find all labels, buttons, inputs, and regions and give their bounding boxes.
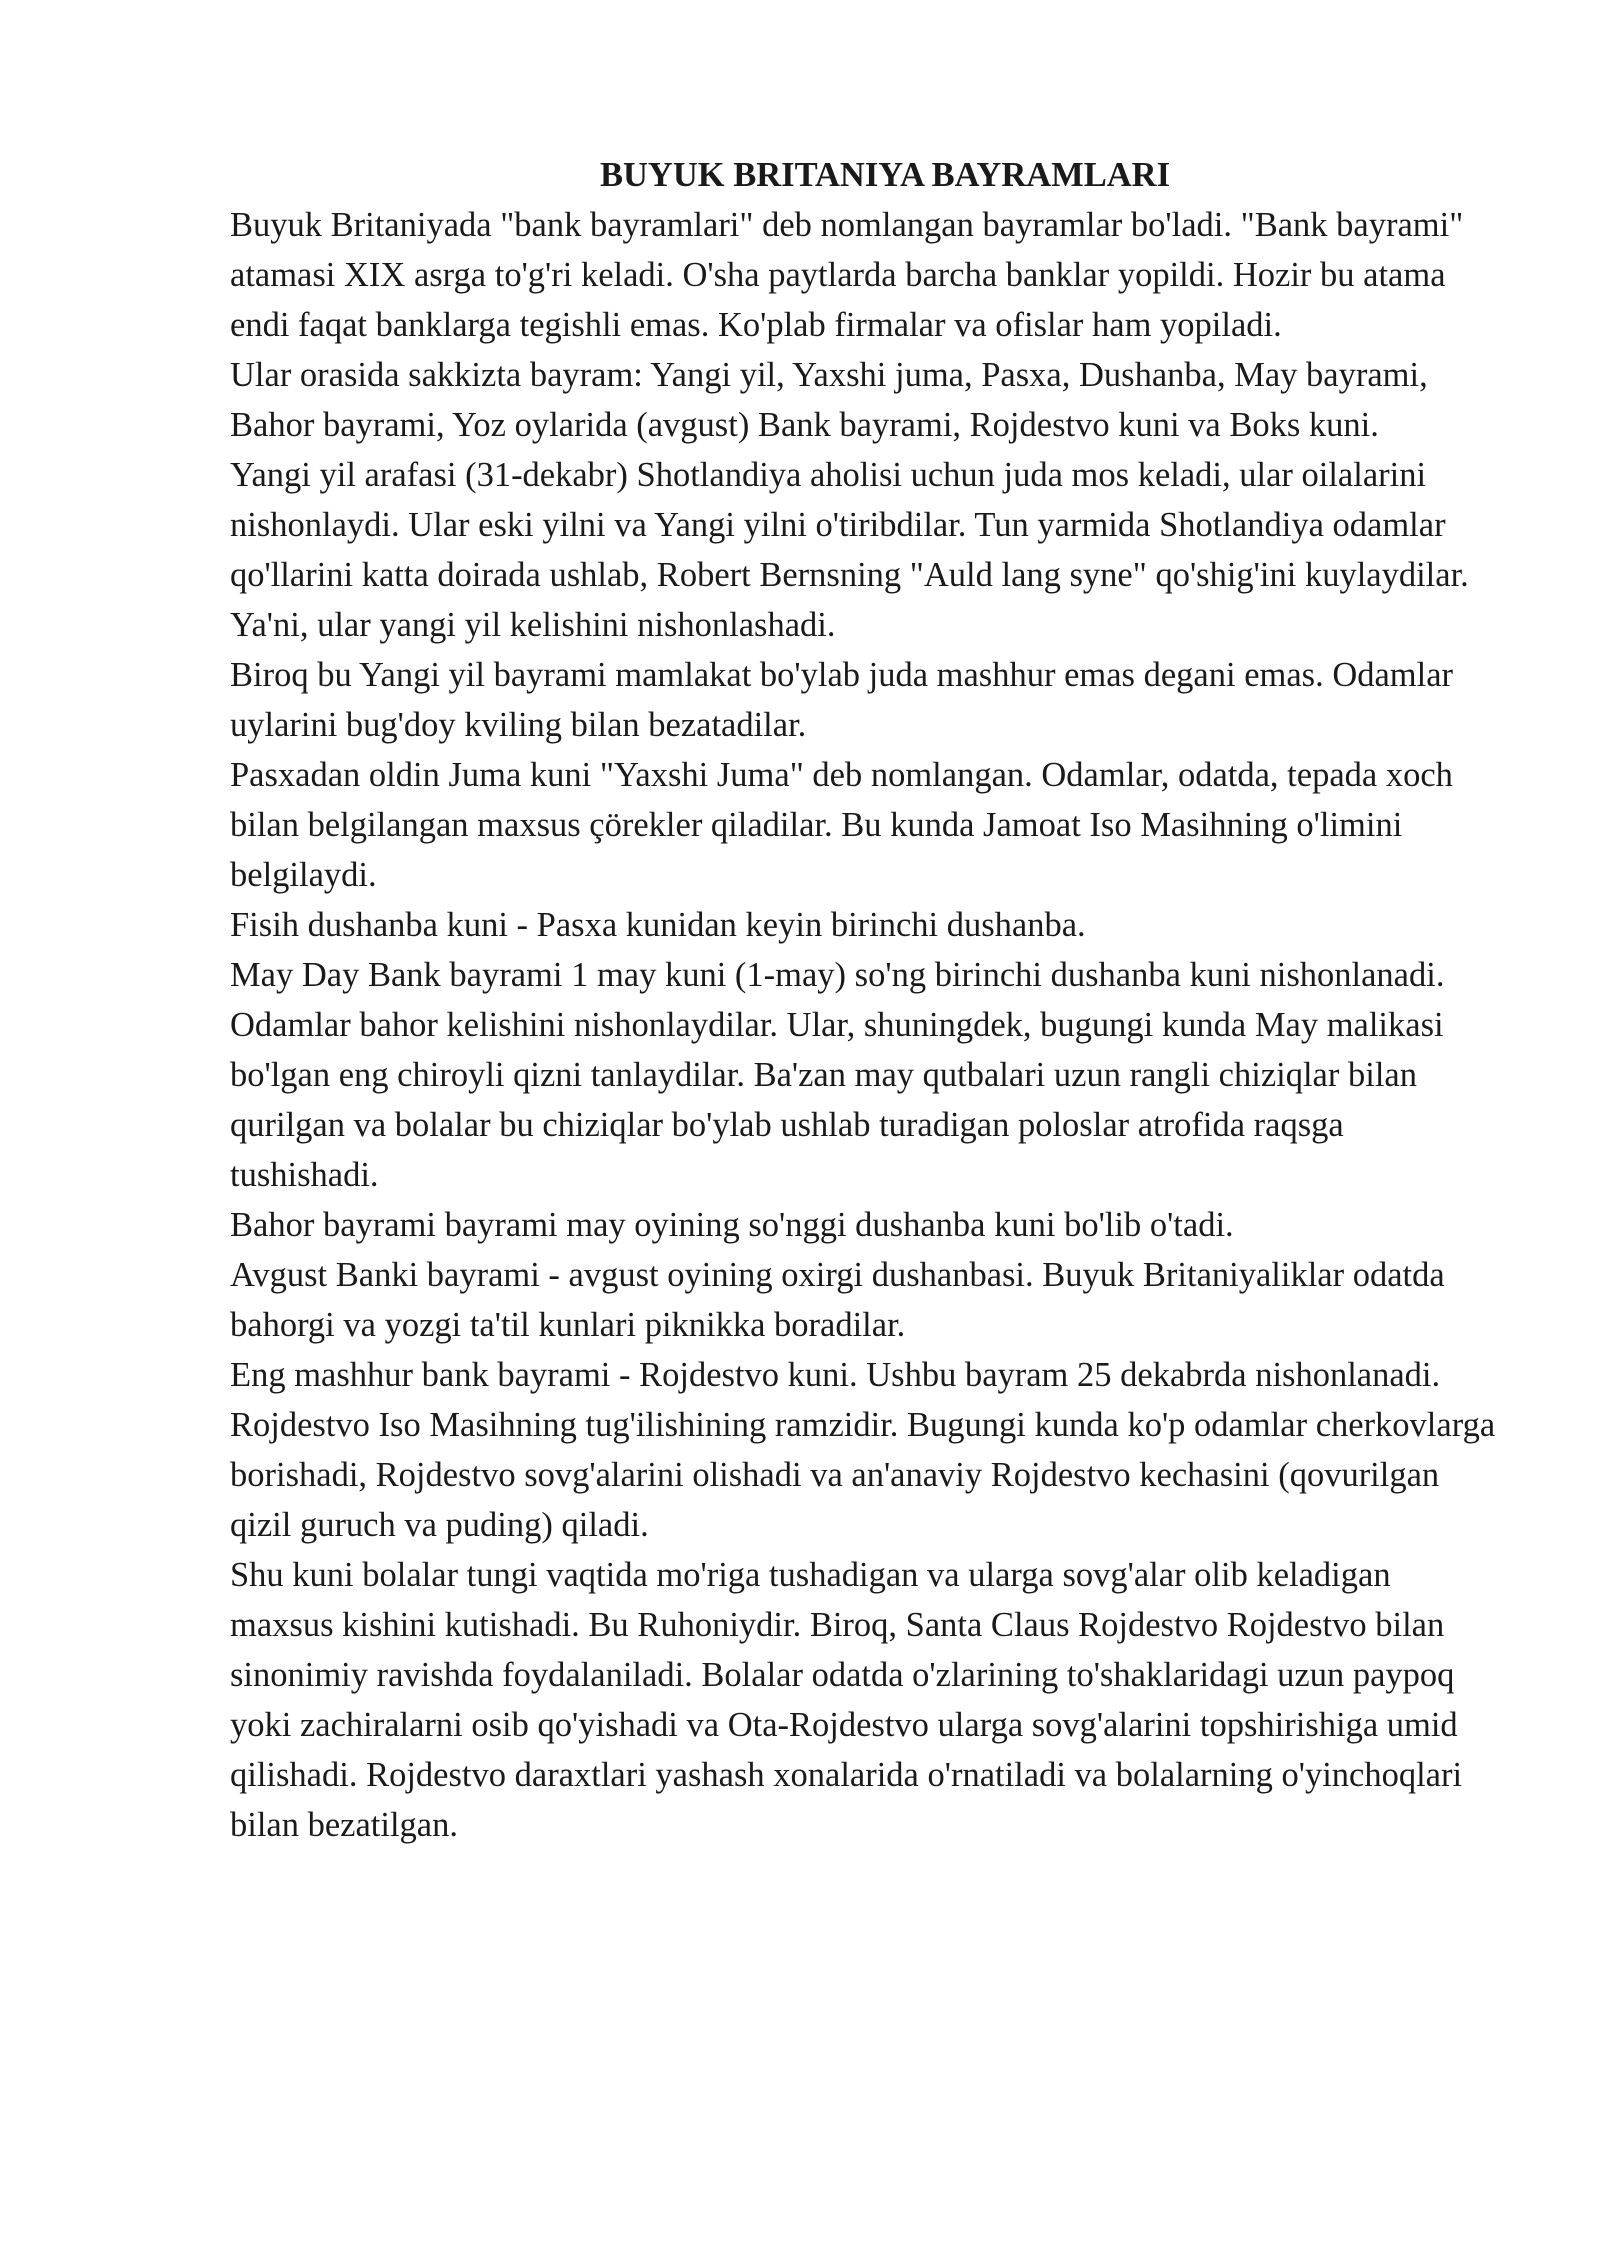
paragraph: Bahor bayrami bayrami may oyining so'nggi dushanba kuni bo'lib o'tadi. — [230, 1206, 1234, 1244]
paragraph: Biroq bu Yangi yil bayrami mamlakat bo'ylab juda mashhur emas degani emas. Odamlar uylarini bug'doy kviling bilan bezatadilar. — [230, 656, 1454, 744]
paragraph: Fisih dushanba kuni - Pasxa kunidan keyin birinchi dushanba. — [230, 906, 1086, 944]
paragraph: Yangi yil arafasi (31-dekabr) Shotlandiya aholisi uchun juda mos keladi, ular oilalarini nishonlaydi. Ular eski yilni va Yangi yilni o'tiribdilar. Tun yarmida Shotlandiya odamlar qo'llarini katta doirada ushlab, Robert Bernsning "Auld lang syne" qo'shig'ini kuylaydilar. Ya'ni, ular yangi yil kelishini nishonlashadi. — [230, 456, 1469, 644]
paragraph: Buyuk Britaniyada "bank bayramlari" deb nomlangan bayramlar bo'ladi. "Bank bayrami" atamasi XIX asrga to'g'ri keladi. O'sha paytlarda barcha banklar yopildi. Hozir bu atama endi faqat banklarga tegishli emas. Ko'plab firmalar va ofislar ham yopiladi. — [230, 206, 1464, 344]
paragraph: Avgust Banki bayrami - avgust oyining oxirgi dushanbasi. Buyuk Britaniyaliklar odatda bahorgi va yozgi ta'til kunlari piknikka boradilar. — [230, 1256, 1445, 1344]
paragraph: Shu kuni bolalar tungi vaqtida mo'riga tushadigan va ularga sovg'alar olib keladigan maxsus kishini kutishadi. Bu Ruhoniydir. Biroq, Santa Claus Rojdestvo Rojdestvo bilan sinonimiy ravishda foydalaniladi. Bolalar odatda o'zlarining to'shaklaridagi uzun paypoq yoki zachiralarni osib qo'yishadi va Ota-Rojdestvo ularga sovg'alarini topshirishiga umid qilishadi. Rojdestvo daraxtlari yashash xonalarida o'rnatiladi va bolalarning o'yinchoqlari bilan bezatilgan. — [230, 1556, 1463, 1844]
document-body — [230, 150, 1500, 1850]
document-title: BUYUK BRITANIYA BAYRAMLARI — [600, 156, 1170, 194]
paragraph: Pasxadan oldin Juma kuni "Yaxshi Juma" deb nomlangan. Odamlar, odatda, tepada xoch bilan belgilangan maxsus çörekler qiladilar. Bu kunda Jamoat Iso Masihning o'limini belgilaydi. — [230, 756, 1453, 894]
paragraph: Eng mashhur bank bayrami - Rojdestvo kuni. Ushbu bayram 25 dekabrda nishonlanadi. Rojdestvo Iso Masihning tug'ilishining ramzidir. Bugungi kunda ko'p odamlar cherkovlarga borishadi, Rojdestvo sovg'alarini olishadi va an'anaviy Rojdestvo kechasini (qovurilgan qizil guruch va puding) qiladi. — [230, 1356, 1496, 1544]
paragraph: May Day Bank bayrami 1 may kuni (1-may) so'ng birinchi dushanba kuni nishonlanadi. Odamlar bahor kelishini nishonlaydilar. Ular, shuningdek, bugungi kunda May malikasi bo'lgan eng chiroyli qizni tanlaydilar. Ba'zan may qutbalari uzun rangli chiziqlar bilan qurilgan va bolalar bu chiziqlar bo'ylab ushlab turadigan poloslar atrofida raqsga tushishadi. — [230, 956, 1445, 1194]
paragraph: Ular orasida sakkizta bayram: Yangi yil, Yaxshi juma, Pasxa, Dushanba, May bayrami, Bahor bayrami, Yoz oylarida (avgust) Bank bayrami, Rojdestvo kuni va Boks kuni. — [230, 356, 1428, 444]
